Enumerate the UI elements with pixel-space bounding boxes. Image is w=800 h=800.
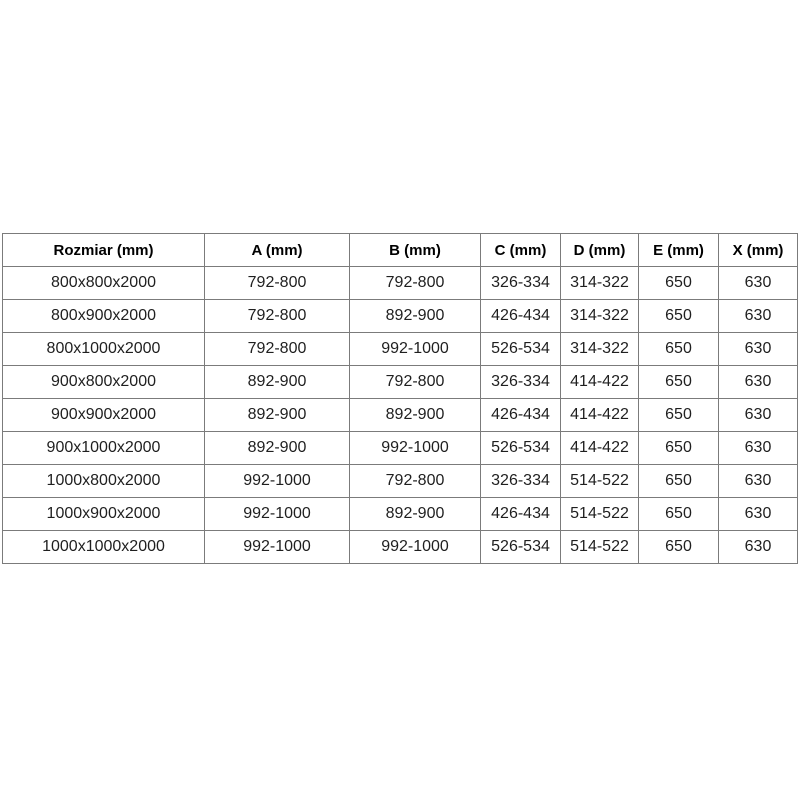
table-cell: 792-800 xyxy=(350,465,481,498)
table-cell: 314-322 xyxy=(561,267,639,300)
table-cell: 630 xyxy=(719,366,798,399)
table-cell: 892-900 xyxy=(350,498,481,531)
table-cell: 630 xyxy=(719,531,798,564)
table-cell: 650 xyxy=(639,465,719,498)
table-cell: 800x900x2000 xyxy=(3,300,205,333)
table-cell: 1000x800x2000 xyxy=(3,465,205,498)
table-cell: 992-1000 xyxy=(350,333,481,366)
table-cell: 414-422 xyxy=(561,432,639,465)
table-cell: 792-800 xyxy=(205,267,350,300)
table-cell: 900x900x2000 xyxy=(3,399,205,432)
table-cell: 650 xyxy=(639,432,719,465)
table-cell: 514-522 xyxy=(561,498,639,531)
table-cell: 800x800x2000 xyxy=(3,267,205,300)
table-cell: 992-1000 xyxy=(205,498,350,531)
table-cell: 414-422 xyxy=(561,366,639,399)
size-specification-table xyxy=(2,233,798,564)
header-c: C (mm) xyxy=(481,234,561,267)
table-row xyxy=(3,333,798,366)
table-cell: 800x1000x2000 xyxy=(3,333,205,366)
table-cell: 630 xyxy=(719,267,798,300)
table-cell: 426-434 xyxy=(481,399,561,432)
table-cell: 526-534 xyxy=(481,333,561,366)
table-cell: 892-900 xyxy=(350,300,481,333)
table-row xyxy=(3,531,798,564)
table-cell: 650 xyxy=(639,399,719,432)
table-cell: 414-422 xyxy=(561,399,639,432)
table-cell: 650 xyxy=(639,366,719,399)
table-cell: 992-1000 xyxy=(350,432,481,465)
table-cell: 314-322 xyxy=(561,300,639,333)
table-cell: 650 xyxy=(639,300,719,333)
table-cell: 1000x900x2000 xyxy=(3,498,205,531)
table-cell: 892-900 xyxy=(205,399,350,432)
table-cell: 426-434 xyxy=(481,300,561,333)
table-cell: 630 xyxy=(719,399,798,432)
table-cell: 992-1000 xyxy=(205,465,350,498)
header-x: X (mm) xyxy=(719,234,798,267)
table-row xyxy=(3,432,798,465)
table-cell: 426-434 xyxy=(481,498,561,531)
table-cell: 792-800 xyxy=(350,366,481,399)
table-row xyxy=(3,498,798,531)
table-row xyxy=(3,366,798,399)
table-row xyxy=(3,465,798,498)
header-row xyxy=(3,234,798,267)
table-cell: 314-322 xyxy=(561,333,639,366)
table-cell: 630 xyxy=(719,498,798,531)
table-cell: 900x1000x2000 xyxy=(3,432,205,465)
table-cell: 792-800 xyxy=(205,300,350,333)
header-e: E (mm) xyxy=(639,234,719,267)
table-cell: 1000x1000x2000 xyxy=(3,531,205,564)
table-cell: 650 xyxy=(639,531,719,564)
table-cell: 326-334 xyxy=(481,465,561,498)
table-cell: 900x800x2000 xyxy=(3,366,205,399)
table-cell: 630 xyxy=(719,333,798,366)
header-b: B (mm) xyxy=(350,234,481,267)
table-cell: 650 xyxy=(639,333,719,366)
table-cell: 892-900 xyxy=(205,432,350,465)
table-cell: 630 xyxy=(719,300,798,333)
header-d: D (mm) xyxy=(561,234,639,267)
table-cell: 650 xyxy=(639,267,719,300)
table-cell: 992-1000 xyxy=(350,531,481,564)
table-cell: 992-1000 xyxy=(205,531,350,564)
table-cell: 630 xyxy=(719,432,798,465)
table-cell: 326-334 xyxy=(481,267,561,300)
table-row xyxy=(3,267,798,300)
table-cell: 792-800 xyxy=(205,333,350,366)
table-cell: 892-900 xyxy=(205,366,350,399)
table-row xyxy=(3,300,798,333)
table-cell: 650 xyxy=(639,498,719,531)
table-cell: 892-900 xyxy=(350,399,481,432)
table-cell: 630 xyxy=(719,465,798,498)
header-rozmiar: Rozmiar (mm) xyxy=(3,234,205,267)
table-cell: 526-534 xyxy=(481,531,561,564)
table-cell: 792-800 xyxy=(350,267,481,300)
table-cell: 326-334 xyxy=(481,366,561,399)
header-a: A (mm) xyxy=(205,234,350,267)
table-row xyxy=(3,399,798,432)
table-cell: 526-534 xyxy=(481,432,561,465)
table-cell: 514-522 xyxy=(561,465,639,498)
table-cell: 514-522 xyxy=(561,531,639,564)
